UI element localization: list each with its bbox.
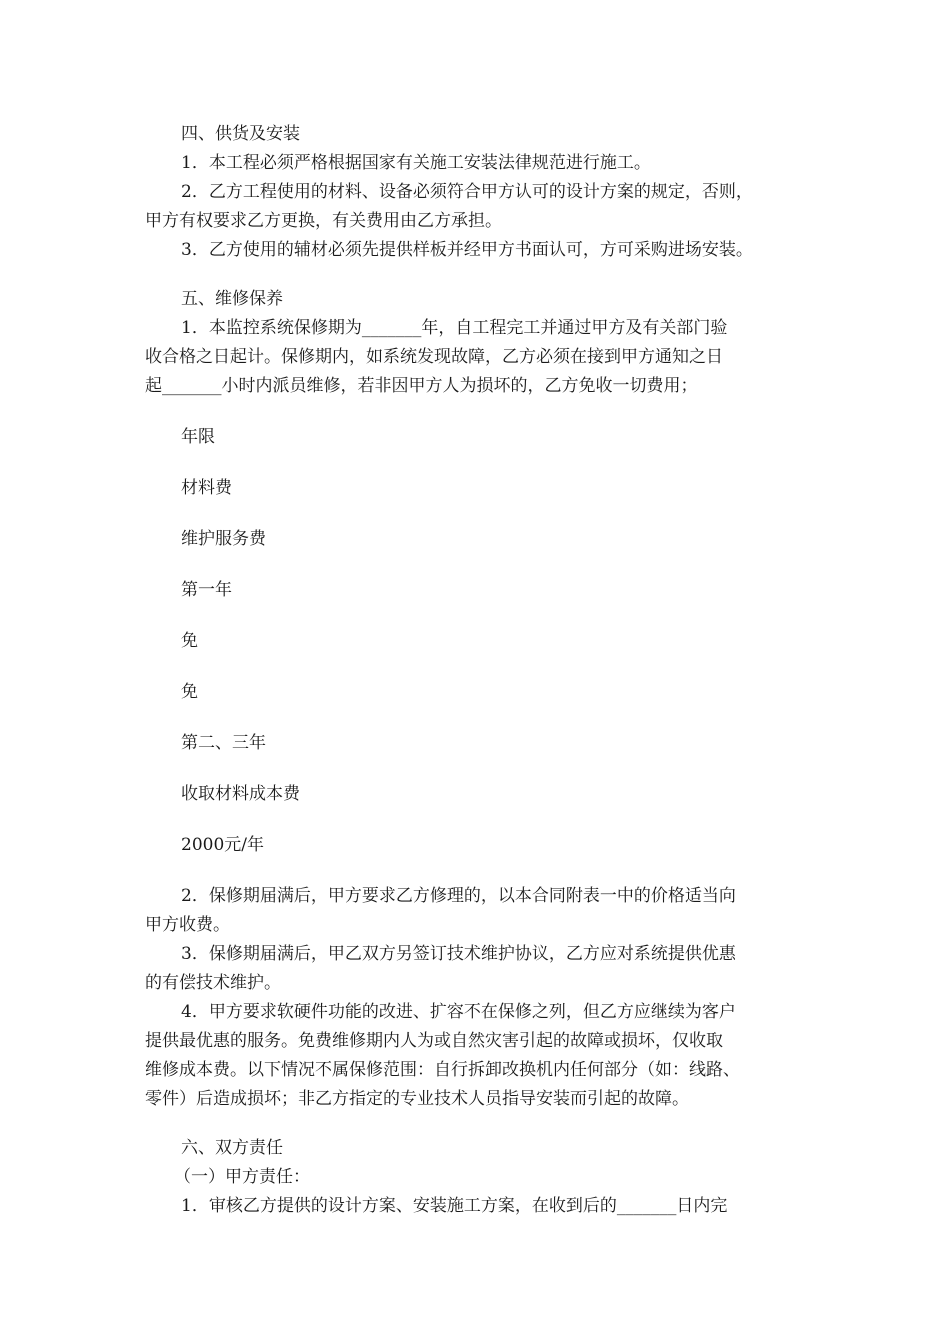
- paragraph-line: 3．乙方使用的辅材必须先提供样板并经甲方书面认可，方可采购进场安装。: [181, 240, 753, 260]
- paragraph-line: 维修成本费。以下情况不属保修范围：自行拆卸改换机内任何部分（如：线路、: [145, 1060, 740, 1080]
- table-cell: 维护服务费: [181, 529, 266, 549]
- table-cell: 第二、三年: [181, 733, 266, 753]
- paragraph-line: 1．审核乙方提供的设计方案、安装施工方案，在收到后的_______日内完: [181, 1196, 728, 1216]
- paragraph-line: 4．甲方要求软硬件功能的改进、扩容不在保修之列，但乙方应继续为客户: [181, 1002, 736, 1022]
- paragraph-line: 2．保修期届满后，甲方要求乙方修理的，以本合同附表一中的价格适当向: [181, 886, 736, 906]
- paragraph-line: 的有偿技术维护。: [145, 973, 281, 993]
- paragraph-line: 提供最优惠的服务。免费维修期内人为或自然灾害引起的故障或损坏，仅收取: [145, 1031, 723, 1051]
- subsection-heading: （一）甲方责任：: [174, 1167, 310, 1187]
- table-cell: 2000元/年: [181, 835, 264, 855]
- section-heading: 五、维修保养: [181, 289, 283, 309]
- table-cell: 材料费: [181, 478, 232, 498]
- paragraph-line: 甲方有权要求乙方更换，有关费用由乙方承担。: [145, 211, 502, 231]
- paragraph-line: 2．乙方工程使用的材料、设备必须符合甲方认可的设计方案的规定，否则，: [181, 182, 753, 202]
- section-heading: 六、双方责任: [181, 1138, 283, 1158]
- paragraph-line: 1．本监控系统保修期为_______年，自工程完工并通过甲方及有关部门验: [181, 318, 728, 338]
- paragraph-line: 零件）后造成损坏；非乙方指定的专业技术人员指导安装而引起的故障。: [145, 1089, 689, 1109]
- section-heading: 四、供货及安装: [181, 124, 300, 144]
- table-cell: 免: [181, 631, 198, 651]
- paragraph-line: 3．保修期届满后，甲乙双方另签订技术维护协议，乙方应对系统提供优惠: [181, 944, 736, 964]
- paragraph-line: 收合格之日起计。保修期内，如系统发现故障，乙方必须在接到甲方通知之日: [145, 347, 723, 367]
- paragraph-line: 甲方收费。: [145, 915, 230, 935]
- paragraph-line: 1．本工程必须严格根据国家有关施工安装法律规范进行施工。: [181, 153, 651, 173]
- table-cell: 免: [181, 682, 198, 702]
- paragraph-line: 起_______小时内派员维修，若非因甲方人为损坏的，乙方免收一切费用；: [145, 376, 698, 396]
- table-cell: 年限: [181, 427, 215, 447]
- table-cell: 第一年: [181, 580, 232, 600]
- table-cell: 收取材料成本费: [181, 784, 300, 804]
